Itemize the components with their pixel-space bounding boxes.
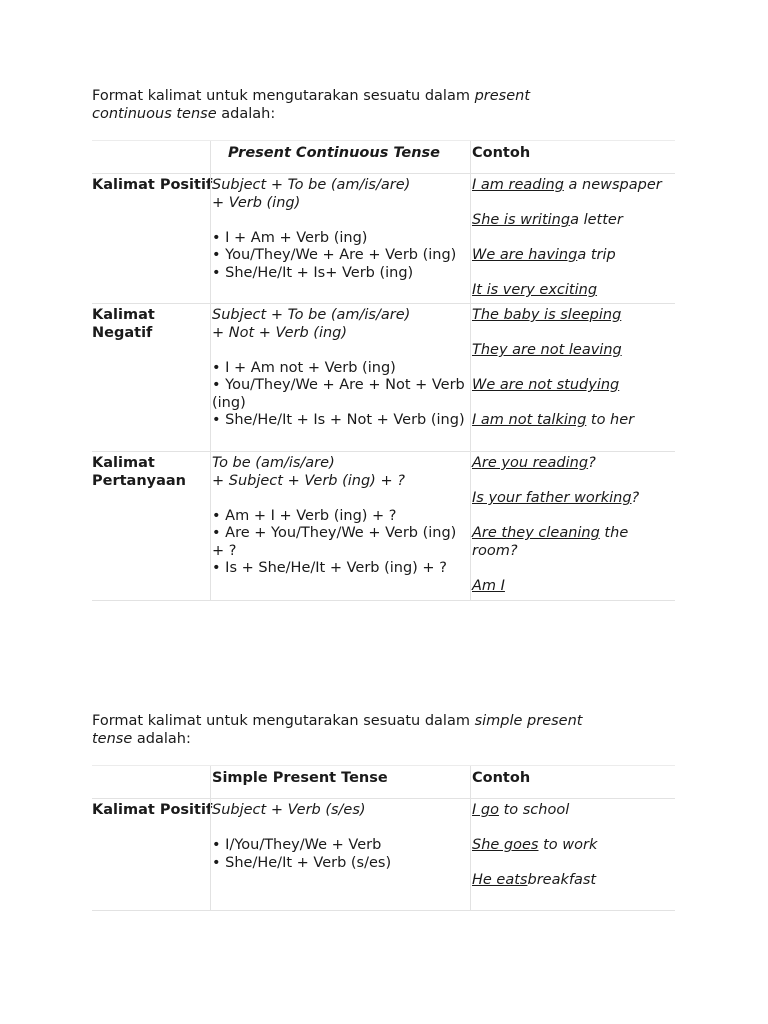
intro-end: adalah: [216, 105, 276, 122]
formula-cell [210, 304, 470, 451]
header-cell-tense: Simple Present Tense [210, 766, 470, 798]
table-row [92, 304, 675, 452]
intro-paragraph-2 [92, 713, 612, 748]
table-header-row [92, 765, 675, 799]
intro-end: adalah: [132, 730, 191, 747]
row-label: Kalimat Negatif [92, 307, 155, 341]
row-label: Kalimat Positif [92, 802, 213, 818]
example-item: I am reading a newspaper [472, 177, 662, 193]
bullet-item: • She/He/It + Is+ Verb (ing) [212, 264, 414, 281]
table-row [92, 799, 675, 911]
header-cell-empty [92, 766, 210, 798]
example-item: We are havinga trip [472, 247, 616, 263]
example-item: We are not studying [472, 377, 620, 393]
formula-cell [210, 452, 470, 600]
example-item: Is your father working? [472, 490, 640, 506]
table-row [92, 174, 675, 304]
table-row [92, 452, 675, 601]
bullet-item: • Are + You/They/We + Verb (ing) + ? [212, 525, 457, 559]
intro-text: Format kalimat untuk mengutarakan sesuatu dalam [92, 88, 475, 104]
example-item: I go to school [472, 802, 570, 818]
formula-line: Subject + To be (am/is/are) [212, 177, 411, 193]
formula-cell [210, 799, 470, 910]
intro-italic: simple present tense [92, 713, 583, 747]
example-item: Am I [472, 577, 505, 594]
present-continuous-table [92, 140, 675, 601]
row-label: Kalimat Pertanyaan [92, 455, 186, 489]
bullet-item: • I + Am not + Verb (ing) [212, 359, 396, 376]
formula-cell [210, 174, 470, 303]
formula-line: Subject + Verb (s/es) [212, 802, 366, 818]
examples-cell [470, 452, 674, 600]
formula-line: + Verb (ing) [212, 194, 301, 211]
bullet-item: • She/He/It + Verb (s/es) [212, 854, 392, 871]
intro-text: Format kalimat untuk mengutarakan sesuatu dalam [92, 713, 475, 729]
formula-line: Subject + To be (am/is/are) [212, 307, 411, 323]
bullet-item: • I + Am + Verb (ing) [212, 229, 368, 246]
bullet-item: • You/They/We + Are + Not + Verb (ing) [212, 377, 465, 411]
formula-line: + Not + Verb (ing) [212, 324, 348, 341]
bullet-item: • I/You/They/We + Verb [212, 837, 382, 853]
header-cell-contoh: Contoh [470, 766, 674, 798]
example-item: Are they cleaning the room? [472, 525, 629, 559]
example-item: She goes to work [472, 837, 598, 853]
header-cell-empty [92, 141, 210, 173]
bullet-item: • Is + She/He/It + Verb (ing) + ? [212, 560, 447, 576]
example-item: They are not leaving [472, 342, 622, 358]
bullet-item: • You/They/We + Are + Verb (ing) [212, 247, 457, 263]
intro-italic: present continuous tense [92, 88, 530, 122]
examples-cell [470, 799, 674, 910]
row-label: Kalimat Positif [92, 177, 213, 193]
example-item: He eatsbreakfast [472, 872, 597, 888]
formula-line: To be (am/is/are) [212, 455, 335, 471]
bullet-item: • She/He/It + Is + Not + Verb (ing) [212, 412, 465, 428]
example-item: She is writinga letter [472, 212, 623, 228]
simple-present-table [92, 765, 675, 911]
header-cell-tense: Present Continuous Tense [210, 141, 470, 173]
formula-line: + Subject + Verb (ing) + ? [212, 472, 405, 489]
table-header-row [92, 140, 675, 174]
bullet-item: • Am + I + Verb (ing) + ? [212, 507, 397, 524]
example-item: Are you reading? [472, 455, 596, 471]
example-item: The baby is sleeping [472, 307, 622, 323]
header-cell-contoh: Contoh [470, 141, 674, 173]
examples-cell [470, 174, 674, 303]
example-item: I am not talking to her [472, 412, 635, 428]
example-item: It is very exciting [472, 282, 598, 298]
intro-paragraph-1 [92, 88, 612, 123]
examples-cell [470, 304, 674, 451]
